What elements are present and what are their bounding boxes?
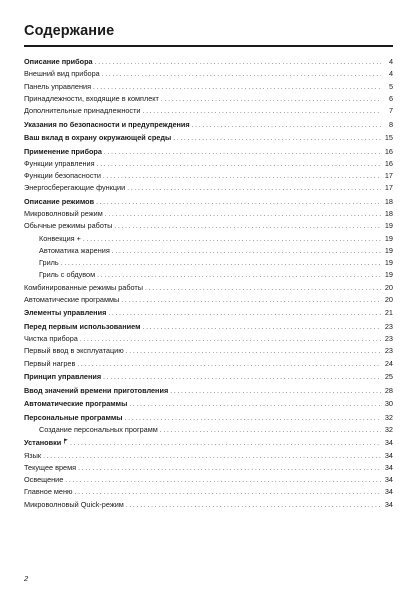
toc-entry[interactable] <box>24 486 393 498</box>
dot-leader <box>104 146 381 158</box>
toc-entry-page: 23 <box>384 346 393 356</box>
toc-entry[interactable] <box>24 68 393 80</box>
dot-leader <box>126 345 381 357</box>
toc-entry-label: Микроволновый Quick-режим <box>24 499 124 509</box>
dot-leader <box>80 333 381 345</box>
toc-entry[interactable] <box>24 333 393 345</box>
toc-entry[interactable] <box>24 398 393 410</box>
toc-entry[interactable] <box>24 196 393 208</box>
toc-entry[interactable] <box>24 345 393 357</box>
toc-entry-page: 7 <box>388 106 393 115</box>
toc-entry[interactable] <box>24 499 393 511</box>
toc-entry-label: Автоматика жарения <box>39 245 110 255</box>
toc-entry-page: 16 <box>384 146 393 156</box>
dot-leader <box>97 269 381 281</box>
toc-entry-page: 4 <box>388 57 393 66</box>
toc-entry-label: Описание режимов <box>24 196 95 206</box>
toc-entry-page: 28 <box>384 385 393 395</box>
toc-entry[interactable] <box>24 321 393 333</box>
toc-entry-label: Ввод значений времени приготовления <box>24 385 169 395</box>
toc-entry[interactable] <box>24 450 393 462</box>
toc-entry[interactable] <box>24 119 393 131</box>
toc-entry-label: Язык <box>24 450 42 460</box>
toc-entry[interactable] <box>24 358 393 370</box>
toc-entry-label: Принцип управления <box>24 372 102 381</box>
toc-entry-page: 32 <box>384 424 393 434</box>
toc-entry-label: Создание персональных программ <box>39 424 158 434</box>
toc-entry-label: Дополнительные принадлежности <box>24 106 141 115</box>
toc-entry[interactable] <box>24 245 393 257</box>
toc-entry[interactable] <box>24 208 393 220</box>
toc-entry-label: Гриль <box>39 258 59 267</box>
dot-leader <box>43 450 381 462</box>
dot-leader <box>70 437 381 449</box>
toc-entry-page: 16 <box>384 158 393 168</box>
page-title: Содержание <box>24 23 115 39</box>
toc-entry-label: Автоматические программы <box>24 399 128 408</box>
toc-entry-label: Перед первым использованием <box>24 321 141 331</box>
toc-entry-page: 20 <box>384 294 393 304</box>
toc-entry-page: 20 <box>384 282 393 292</box>
toc-entry-page: 34 <box>384 450 393 460</box>
dot-leader <box>145 282 381 294</box>
dot-leader <box>78 462 381 474</box>
toc-entry[interactable] <box>24 294 393 306</box>
toc-entry[interactable] <box>24 81 393 93</box>
toc-entry-page: 34 <box>384 499 393 509</box>
toc-entry-page: 4 <box>388 69 393 79</box>
toc-entry-label: Функции безопасности <box>24 171 101 180</box>
toc-entry-page: 8 <box>388 119 393 129</box>
toc-entry-label: Главное меню <box>24 487 73 497</box>
toc-entry-label: Принадлежности, входящие в комплект <box>24 93 159 103</box>
toc-entry[interactable] <box>24 424 393 436</box>
toc-entry[interactable] <box>24 170 393 182</box>
dot-leader <box>103 371 381 383</box>
toc-entry-label: Ваш вклад в охрану окружающей среды <box>24 133 172 142</box>
toc-entry-label: Элементы управления <box>24 308 107 318</box>
dot-leader <box>114 220 381 232</box>
toc-entry-label: Персональные программы <box>24 412 123 422</box>
toc-entry-page: 19 <box>384 258 393 267</box>
toc-entry-page: 34 <box>384 462 393 472</box>
toc-entry-page: 30 <box>384 399 393 408</box>
toc-entry-label: Описание прибора <box>24 57 93 66</box>
dot-leader <box>103 170 381 182</box>
dot-leader <box>108 307 381 319</box>
toc-entry-label: Текущее время <box>24 462 77 472</box>
toc-entry[interactable] <box>24 282 393 294</box>
toc-entry-page: 19 <box>384 221 393 231</box>
toc-entry-page: 18 <box>384 209 393 218</box>
toc-entry-page: 34 <box>384 438 393 448</box>
dot-leader <box>61 257 381 269</box>
flag-icon <box>64 437 68 445</box>
dot-leader <box>95 56 381 68</box>
page-number: 2 <box>24 574 29 583</box>
toc-entry-page: 15 <box>384 133 393 142</box>
dot-leader <box>143 105 382 117</box>
toc-entry[interactable] <box>24 257 393 269</box>
toc-entry-page: 19 <box>384 245 393 255</box>
toc-entry-label: Микроволновый режим <box>24 209 103 218</box>
toc-entry-page: 25 <box>384 372 393 381</box>
toc-entry-label: Комбинированные режимы работы <box>24 282 144 292</box>
toc-entry-label: Функции управления <box>24 158 95 168</box>
dot-leader <box>74 486 381 498</box>
dot-leader <box>102 68 381 80</box>
toc-entry[interactable] <box>24 158 393 170</box>
toc-entry-page: 6 <box>388 93 393 103</box>
toc-entry-label: Энергосберегающие функции <box>24 183 126 193</box>
toc-entry-page: 21 <box>384 308 393 318</box>
toc-entry[interactable] <box>24 462 393 474</box>
toc-entry[interactable] <box>24 269 393 281</box>
toc-entry-page: 34 <box>384 475 393 484</box>
dot-leader <box>192 119 381 131</box>
toc-entry[interactable] <box>24 182 393 194</box>
toc-entry-label: Панель управления <box>24 81 92 91</box>
dot-leader <box>93 81 381 93</box>
toc-entry[interactable] <box>24 474 393 486</box>
toc-entry-label: Обычные режимы работы <box>24 221 113 231</box>
toc-entry-page: 19 <box>384 270 393 280</box>
toc-entry-label: Внешний вид прибора <box>24 69 100 79</box>
dot-leader <box>77 358 381 370</box>
toc-entry-page: 23 <box>384 334 393 343</box>
dot-leader <box>126 499 381 511</box>
toc-entry-page: 17 <box>384 183 393 193</box>
toc-entry[interactable] <box>24 412 393 424</box>
toc-entry-page: 5 <box>388 81 393 91</box>
toc-entry-label: Первый нагрев <box>24 358 76 368</box>
dot-leader <box>112 245 381 257</box>
dot-leader <box>96 196 381 208</box>
toc-entry[interactable] <box>24 56 393 68</box>
dot-leader <box>83 233 381 245</box>
toc-entry-label: Первый ввод в эксплуатацию <box>24 346 124 356</box>
dot-leader <box>97 158 381 170</box>
toc-entry-label: Освещение <box>24 475 64 484</box>
toc-entry-label: Автоматические программы <box>24 294 120 304</box>
toc-entry-page: 34 <box>384 487 393 497</box>
toc-entry[interactable] <box>24 307 393 319</box>
toc-entry-page: 23 <box>384 321 393 331</box>
toc-entry-label: Применение прибора <box>24 146 102 156</box>
dot-leader <box>121 294 381 306</box>
toc-entry-label: Конвекция + <box>39 233 81 243</box>
toc-entry[interactable] <box>24 132 393 144</box>
toc-entry-label: Чистка прибора <box>24 334 78 343</box>
title-rule <box>24 45 393 47</box>
toc-entry-page: 17 <box>384 171 393 180</box>
dot-leader <box>127 182 381 194</box>
toc-entry-label: Гриль с обдувом <box>39 270 96 280</box>
dot-leader <box>105 208 381 220</box>
toc-entry[interactable] <box>24 385 393 397</box>
toc-entry[interactable] <box>24 105 393 117</box>
toc-entry-page: 32 <box>384 412 393 422</box>
dot-leader <box>173 132 381 144</box>
toc-entry-label: Указания по безопасности и предупреждения <box>24 119 190 129</box>
dot-leader <box>143 321 382 333</box>
toc-entry[interactable] <box>24 93 393 105</box>
dot-leader <box>161 93 381 105</box>
dot-leader <box>129 398 381 410</box>
table-of-contents <box>24 56 393 511</box>
toc-entry-page: 19 <box>384 233 393 243</box>
toc-entry-page: 18 <box>384 196 393 206</box>
toc-entry-page: 24 <box>384 358 393 368</box>
toc-entry[interactable] <box>24 437 393 449</box>
dot-leader <box>170 385 381 397</box>
toc-entry[interactable] <box>24 371 393 383</box>
dot-leader <box>65 474 381 486</box>
dot-leader <box>125 412 382 424</box>
toc-entry[interactable] <box>24 220 393 232</box>
toc-entry[interactable] <box>24 146 393 158</box>
toc-entry[interactable] <box>24 233 393 245</box>
dot-leader <box>160 424 381 436</box>
toc-entry-label: Установки <box>24 438 62 448</box>
